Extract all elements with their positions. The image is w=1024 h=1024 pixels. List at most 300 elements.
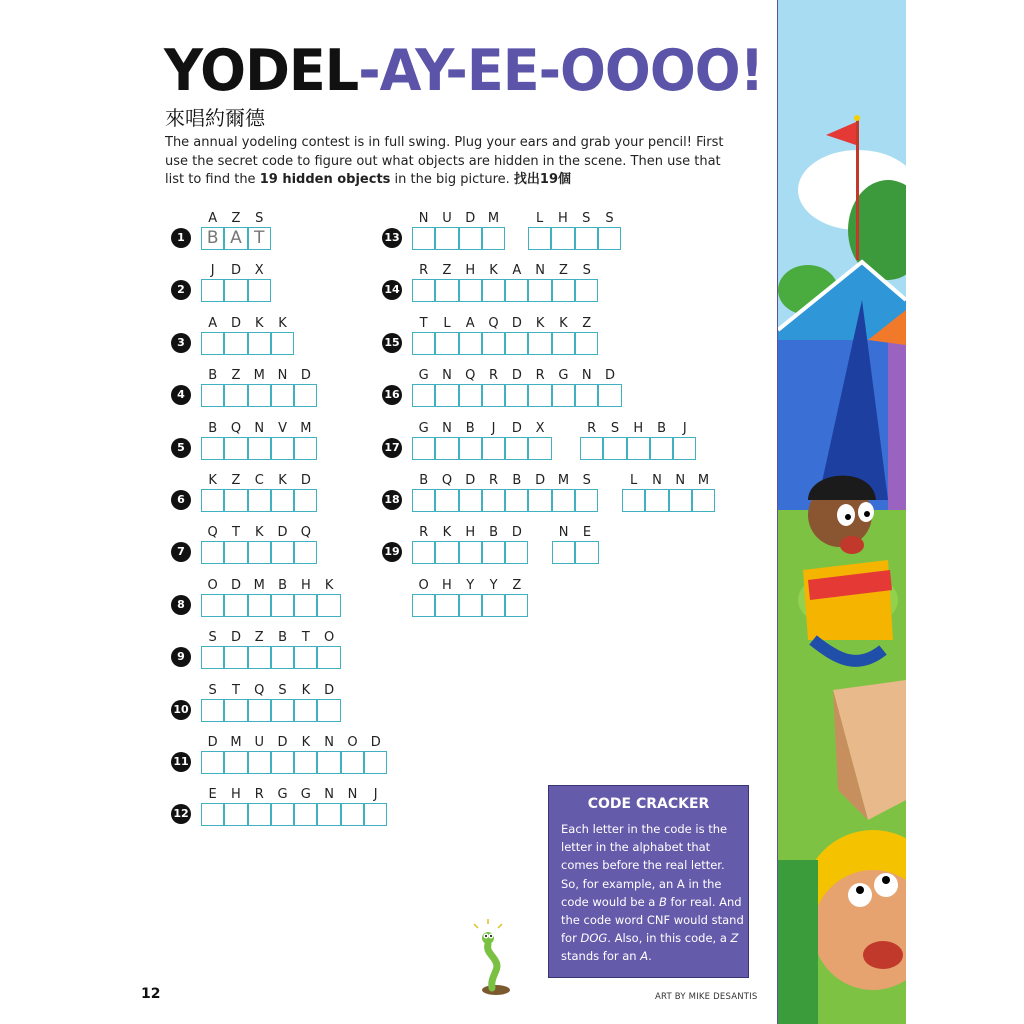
answer-box[interactable] [224,279,247,302]
answer-box[interactable] [482,489,505,512]
answer-box[interactable] [552,279,575,302]
page-margin [906,0,1024,1024]
answer-box[interactable] [435,279,458,302]
code-letter: K [535,315,545,331]
answer-box[interactable] [294,594,317,617]
answer-box[interactable] [412,541,435,564]
answer-box[interactable] [317,594,340,617]
intro-bold-2: 找出19個 [513,172,572,187]
code-letter: H [231,787,241,803]
code-letter: S [605,211,614,226]
code-letter: A [512,263,522,279]
cc-text: stands for an [561,949,641,964]
code-letter: C [254,473,264,488]
answer-box[interactable] [294,384,317,407]
code-letter: D [511,368,522,384]
answer-boxes [201,751,387,774]
answer-box[interactable] [271,384,294,407]
answer-box[interactable] [271,751,294,774]
code-letters [552,525,599,540]
code-letter: Q [300,525,311,541]
answer-box[interactable] [435,594,458,617]
answer-box[interactable] [317,803,340,826]
code-letter: N [324,735,334,750]
answer-box[interactable] [505,384,528,407]
answer-box[interactable] [201,384,224,407]
answer-box[interactable] [248,541,271,564]
answer-box[interactable] [552,489,575,512]
answer-box[interactable] [622,489,645,512]
code-letter: L [443,315,451,331]
answer-box[interactable] [364,751,387,774]
code-letter: K [278,473,287,488]
answer-box[interactable] [505,594,528,617]
code-letter: D [511,525,522,541]
answer-box[interactable] [201,594,224,617]
code-letter: M [253,368,265,384]
code-letter: D [277,735,288,750]
code-letter: K [208,473,217,488]
answer-box[interactable] [435,227,458,250]
code-letter: N [277,368,288,384]
code-letter: N [675,473,686,488]
code-letters [201,473,317,488]
answer-box[interactable] [459,541,482,564]
answer-box[interactable] [505,541,528,564]
answer-boxes [201,646,341,669]
puzzle-number-badge: 8 [171,595,191,615]
answer-box[interactable] [271,489,294,512]
answer-box[interactable] [435,541,458,564]
code-letter: K [442,525,452,541]
code-letter: U [442,211,452,226]
intro-text-1: The annual yodeling contest is in full swing. Plug your ears and grab your pencil! First use the secret code to figure out what objects are hidden in the scene. Then use that list to find the [165,135,724,187]
answer-boxes [201,332,294,355]
answer-box[interactable] [294,437,317,460]
code-letter: D [511,420,522,436]
code-letter: D [324,682,335,698]
answer-box[interactable] [459,489,482,512]
answer-box[interactable] [528,227,551,250]
answer-box[interactable] [271,541,294,564]
answer-box[interactable] [201,646,224,669]
answer-box[interactable] [482,332,505,355]
answer-box[interactable] [248,437,271,460]
answer-box[interactable] [459,279,482,302]
code-letter: R [535,368,545,384]
answer-box[interactable] [528,437,551,460]
chinese-subtitle: 來唱約爾德 [165,106,265,130]
code-letter: N [558,525,569,541]
answer-box[interactable] [603,437,626,460]
answer-box[interactable] [201,803,224,826]
answer-box[interactable] [650,437,673,460]
code-letter: N [324,787,334,803]
code-letter: A [208,211,218,226]
code-letter: D [230,630,241,646]
answer-box[interactable] [271,646,294,669]
answer-box[interactable] [482,594,505,617]
answer-boxes [412,594,528,617]
puzzle-number-badge: 2 [171,280,191,300]
code-letters [201,316,294,331]
code-letter: B [657,420,666,436]
answer-box[interactable] [412,489,435,512]
answer-box[interactable] [201,699,224,722]
answer-box[interactable] [248,803,271,826]
puzzle-number-badge: 18 [382,490,402,510]
code-letter: J [491,420,496,436]
code-letters [201,211,271,226]
answer-box[interactable] [412,384,435,407]
code-letter: Q [441,473,453,488]
code-letter: H [465,263,476,279]
art-credit: ART BY MIKE DESANTIS [655,992,758,1002]
puzzle-number-badge: 9 [171,647,191,667]
code-letter: J [210,263,215,279]
code-letters [201,421,317,436]
answer-box[interactable] [435,489,458,512]
code-letter: Y [489,577,498,593]
answer-box[interactable] [598,227,621,250]
answer-box[interactable] [201,541,224,564]
answer-box[interactable] [271,437,294,460]
puzzle-number-badge: 17 [382,438,402,458]
worm-mascot-illustration [466,918,526,998]
code-letter: O [324,630,335,646]
answer-box[interactable] [459,384,482,407]
answer-box[interactable] [294,541,317,564]
answer-box[interactable] [505,489,528,512]
code-letters [528,211,621,226]
answer-box[interactable] [201,751,224,774]
answer-box[interactable] [224,699,247,722]
code-letters [201,735,387,750]
answer-box[interactable] [248,594,271,617]
code-letters [622,473,715,488]
answer-box[interactable] [224,437,247,460]
answer-box[interactable] [271,594,294,617]
code-letter: B [208,420,218,436]
cc-text: . [648,949,652,964]
answer-box[interactable] [459,227,482,250]
cc-italic: B [659,894,667,909]
answer-boxes [201,489,317,512]
puzzle-number-badge: 10 [171,700,191,720]
answer-box[interactable] [224,594,247,617]
answer-box[interactable] [201,489,224,512]
code-letter: G [300,787,311,803]
code-letter: T [419,315,428,331]
code-letter: H [633,420,644,436]
code-letter: G [558,368,569,384]
code-letter: G [418,368,429,384]
answer-box[interactable] [412,279,435,302]
code-letter: K [254,315,264,331]
code-letter: Z [231,211,241,226]
answer-box[interactable] [248,384,271,407]
code-letter: B [208,368,218,384]
code-letter: D [230,315,241,331]
code-letter: D [465,211,476,226]
answer-box[interactable] [598,384,621,407]
code-letter: L [630,473,638,488]
code-letters [412,263,598,278]
answer-boxes [201,437,317,460]
answer-boxes [201,279,271,302]
answer-box[interactable] [248,751,271,774]
code-letter: T [301,630,310,646]
code-letter: M [557,473,570,488]
code-letter: M [230,735,242,750]
code-letter: S [582,263,591,279]
code-letter: Z [442,263,452,279]
code-letter: Y [466,577,475,593]
code-letter: S [610,420,620,436]
answer-box[interactable] [459,437,482,460]
answer-box[interactable] [294,646,317,669]
answer-box[interactable] [294,489,317,512]
answer-box[interactable] [435,332,458,355]
code-letter: S [255,211,264,226]
answer-box[interactable] [528,332,551,355]
answer-box[interactable] [248,279,271,302]
answer-box[interactable] [482,437,505,460]
code-letter: B [465,420,475,436]
code-letter: Z [231,368,241,384]
answer-box[interactable] [528,489,551,512]
answer-box[interactable] [248,489,271,512]
answer-box[interactable] [505,279,528,302]
answer-boxes [201,699,341,722]
answer-boxes [201,384,317,407]
code-letter: D [300,473,311,488]
answer-box[interactable] [528,279,551,302]
code-letter: B [512,473,522,488]
answer-box[interactable] [412,227,435,250]
code-letter: M [253,577,265,593]
code-letters [201,368,317,383]
answer-box[interactable] [505,332,528,355]
answer-box[interactable] [271,803,294,826]
answer-box[interactable] [294,803,317,826]
puzzle-number-badge: 3 [171,333,191,353]
intro-text-2: in the big picture. [390,172,514,187]
answer-box[interactable] [669,489,692,512]
answer-boxes [412,227,505,250]
code-letter: M [697,473,710,488]
yodel-scene-illustration [778,0,906,1024]
answer-boxes [201,227,271,250]
answer-box[interactable] [482,384,505,407]
answer-box[interactable] [317,699,340,722]
answer-box[interactable] [201,279,224,302]
code-letters [201,263,271,278]
answer-boxes [201,541,317,564]
code-letter: E [582,525,592,541]
answer-box[interactable] [435,437,458,460]
answer-box[interactable] [248,332,271,355]
code-letter: X [535,420,545,436]
code-letter: Q [207,525,218,541]
answer-box[interactable] [575,227,598,250]
intro-paragraph [165,134,740,190]
answer-box[interactable] [575,541,598,564]
code-cracker-body [561,820,744,966]
answer-box[interactable] [341,751,364,774]
answer-box[interactable] [248,646,271,669]
code-letter: D [230,577,241,593]
answer-box[interactable] [692,489,715,512]
code-letter: D [300,368,311,384]
answer-box[interactable] [271,332,294,355]
page-number: 12 [141,986,161,1002]
answer-box[interactable] [412,332,435,355]
answer-box[interactable]: A [224,227,247,250]
code-letter: B [419,473,429,488]
answer-box[interactable] [552,332,575,355]
code-letters [201,630,341,645]
code-letter: Z [512,577,522,593]
answer-box[interactable] [528,384,551,407]
answer-box[interactable] [459,332,482,355]
answer-box[interactable] [575,384,598,407]
answer-box[interactable] [575,489,598,512]
answer-box[interactable]: T [248,227,271,250]
puzzle-number-badge: 6 [171,490,191,510]
code-letters [412,421,552,436]
code-letter: D [230,263,241,279]
code-letters [412,525,528,540]
answer-box[interactable] [224,332,247,355]
code-letter: Z [558,263,568,279]
code-letter: R [419,525,429,541]
code-letter: S [208,682,217,698]
answer-box[interactable] [224,803,247,826]
answer-box[interactable] [505,437,528,460]
code-letter: Z [254,630,264,646]
answer-box[interactable] [224,384,247,407]
code-letter: J [373,787,378,803]
code-letter: R [587,420,597,436]
code-letter: K [324,577,334,593]
answer-box[interactable] [580,437,603,460]
code-letter: X [254,263,264,279]
code-letter: A [208,315,218,331]
code-cracker-title: CODE CRACKER [587,796,710,812]
puzzle-number-badge: 1 [171,228,191,248]
answer-box[interactable] [482,279,505,302]
puzzle-number-badge: 12 [171,804,191,824]
puzzle-number-badge: 5 [171,438,191,458]
answer-box[interactable] [294,751,317,774]
answer-boxes [552,541,599,564]
answer-boxes [412,437,552,460]
code-letter: H [558,211,568,226]
code-letter: G [277,787,288,803]
code-letter: D [465,473,476,488]
code-letter: N [652,473,662,488]
code-letter: M [487,211,500,226]
code-letters [201,683,341,698]
answer-boxes [412,384,622,407]
answer-box[interactable] [271,699,294,722]
code-letter: G [418,420,429,436]
code-letter: M [300,420,312,436]
code-letter: H [300,577,311,593]
title-part-2: -AY-EE-OOOO! [358,37,764,104]
answer-boxes [528,227,621,250]
cc-italic: Z [730,931,739,946]
answer-box[interactable] [201,332,224,355]
answer-box[interactable] [482,541,505,564]
code-letter: R [489,473,499,488]
answer-box[interactable] [294,699,317,722]
answer-box[interactable] [482,227,505,250]
answer-box[interactable] [317,751,340,774]
cc-text: for real. And the code word CNF would stand for [561,894,744,946]
code-letter: N [535,263,545,279]
answer-box[interactable] [224,489,247,512]
code-letters [412,473,598,488]
answer-box[interactable] [224,541,247,564]
answer-boxes [412,279,598,302]
answer-box[interactable] [575,279,598,302]
answer-box[interactable] [575,332,598,355]
answer-box[interactable] [459,594,482,617]
puzzle-number-badge: 19 [382,542,402,562]
code-cracker-panel [548,785,749,978]
answer-box[interactable] [552,541,575,564]
code-letter: D [370,735,381,750]
code-letter: D [535,473,546,488]
code-letter: B [489,525,498,541]
puzzle-number-badge: 11 [171,752,191,772]
answer-box[interactable] [364,803,387,826]
code-letter: Q [254,682,265,698]
code-letters [412,211,505,226]
answer-box[interactable] [435,384,458,407]
answer-box[interactable] [317,646,340,669]
intro-bold-1: 19 hidden objects [259,172,391,187]
answer-box[interactable] [673,437,696,460]
answer-box[interactable] [552,384,575,407]
code-letters [201,525,317,540]
cc-italic: DOG [580,931,608,946]
answer-box[interactable] [341,803,364,826]
code-letter: D [277,525,288,541]
answer-box[interactable] [201,437,224,460]
puzzle-number-badge: 15 [382,333,402,353]
answer-box[interactable] [412,594,435,617]
answer-box[interactable] [645,489,668,512]
code-letters [580,421,696,436]
answer-box[interactable]: B [201,227,224,250]
code-letter: L [536,211,544,226]
code-letter: K [559,315,568,331]
answer-box[interactable] [224,751,247,774]
answer-box[interactable] [248,699,271,722]
answer-box[interactable] [551,227,574,250]
code-letter: Z [231,473,241,488]
answer-box[interactable] [627,437,650,460]
code-letter: S [278,682,287,698]
answer-box[interactable] [412,437,435,460]
code-letter: O [207,577,218,593]
answer-box[interactable] [224,646,247,669]
answer-boxes [622,489,715,512]
code-letter: D [207,735,218,750]
